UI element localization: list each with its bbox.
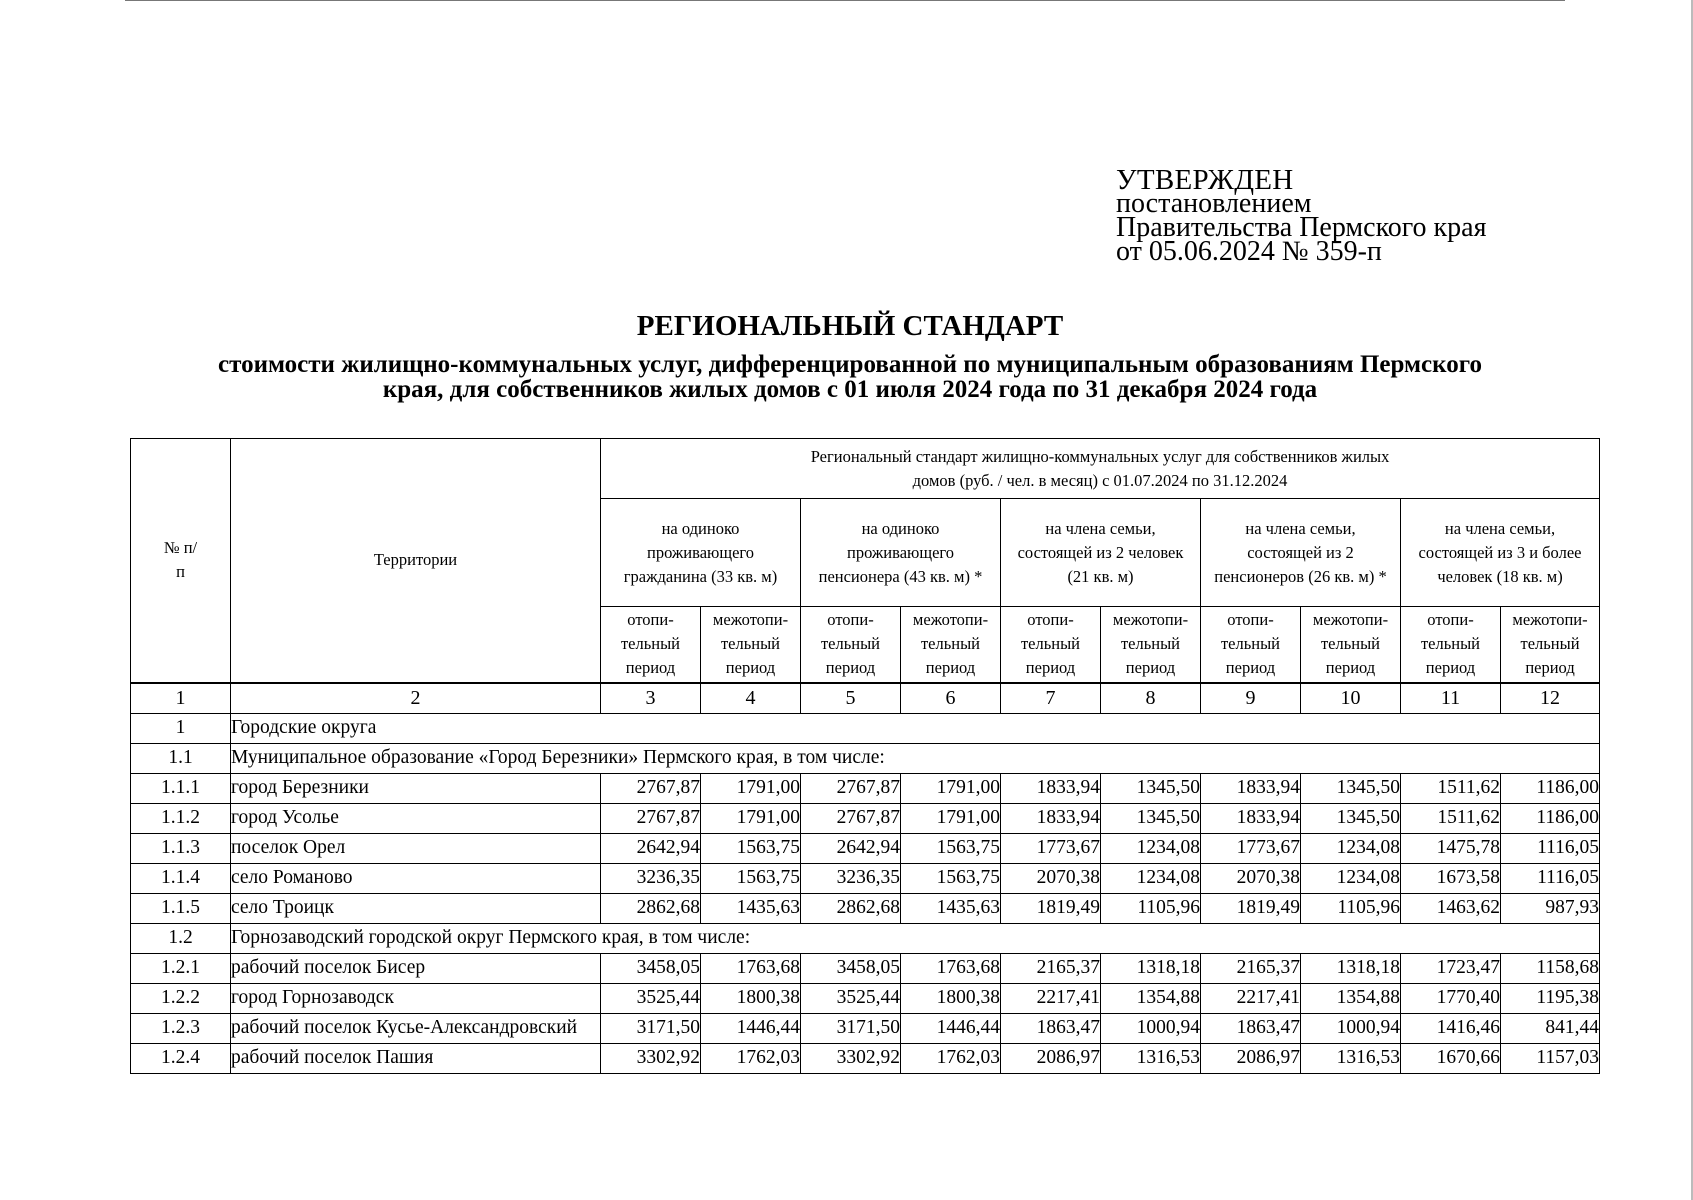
value-cell: 1762,03 [901,1043,1001,1073]
value-cell: 1435,63 [701,893,801,923]
territory-name: село Троицк [231,893,601,923]
value-cell: 2070,38 [1001,863,1101,893]
value-cell: 1234,08 [1101,863,1201,893]
section-row [131,743,1600,773]
scan-top-edge [125,0,1565,1]
approval-line-date-number: от 05.06.2024 № 359-п [1116,236,1382,267]
value-cell: 1563,75 [701,863,801,893]
value-cell: 2217,41 [1201,983,1301,1013]
value-cell: 3458,05 [601,953,701,983]
column-number: 6 [901,683,1001,714]
value-cell: 1791,00 [701,773,801,803]
value-cell: 3302,92 [801,1043,901,1073]
header-period-nonheating: межотопи- тельный период [1501,607,1600,683]
value-cell: 1791,00 [901,803,1001,833]
row-number: 1.1.4 [131,863,231,893]
row-number: 1.1.3 [131,833,231,863]
value-cell: 1105,96 [1301,893,1401,923]
value-cell: 1195,38 [1501,983,1600,1013]
value-cell: 1863,47 [1201,1013,1301,1043]
table-row [131,773,1600,803]
value-cell: 2642,94 [801,833,901,863]
column-number: 8 [1101,683,1201,714]
value-cell: 1345,50 [1101,803,1201,833]
value-cell: 2165,37 [1201,953,1301,983]
section-name: Городские округа [231,713,1600,743]
value-cell: 3302,92 [601,1043,701,1073]
value-cell: 841,44 [1501,1013,1600,1043]
row-number: 1.2.4 [131,1043,231,1073]
value-cell: 1446,44 [701,1013,801,1043]
header-territory: Территории [231,439,601,683]
table-row [131,953,1600,983]
value-cell: 1763,68 [901,953,1001,983]
value-cell: 1563,75 [901,863,1001,893]
value-cell: 1791,00 [901,773,1001,803]
value-cell: 1773,67 [1001,833,1101,863]
value-cell: 2086,97 [1001,1043,1101,1073]
value-cell: 1791,00 [701,803,801,833]
value-cell: 1763,68 [701,953,801,983]
column-number: 12 [1501,683,1600,714]
column-number: 9 [1201,683,1301,714]
header-period-nonheating: межотопи- тельный период [1101,607,1201,683]
value-cell: 1354,88 [1301,983,1401,1013]
territory-name: рабочий поселок Пашия [231,1043,601,1073]
header-category: на одиноко проживающего гражданина (33 кв. м) [601,499,801,607]
table-row [131,1013,1600,1043]
value-cell: 2767,87 [801,803,901,833]
header-period-nonheating: межотопи- тельный период [701,607,801,683]
value-cell: 1833,94 [1201,803,1301,833]
territory-name: село Романово [231,863,601,893]
value-cell: 3525,44 [801,983,901,1013]
value-cell: 1186,00 [1501,803,1600,833]
value-cell: 2862,68 [801,893,901,923]
section-row [131,713,1600,743]
table-row [131,833,1600,863]
value-cell: 1000,94 [1101,1013,1201,1043]
value-cell: 1511,62 [1401,803,1501,833]
document-title: РЕГИОНАЛЬНЫЙ СТАНДАРТ [636,310,1064,342]
value-cell: 2165,37 [1001,953,1101,983]
document-subtitle [120,352,1580,402]
value-cell: 1000,94 [1301,1013,1401,1043]
column-number-row [131,683,1600,714]
value-cell: 1105,96 [1101,893,1201,923]
header-category: на члена семьи, состоящей из 2 человек (21 кв. м) [1001,499,1201,607]
value-cell: 1446,44 [901,1013,1001,1043]
value-cell: 1833,94 [1201,773,1301,803]
header-period-heating: отопи- тельный период [1201,607,1301,683]
value-cell: 1116,05 [1501,863,1600,893]
column-number: 3 [601,683,701,714]
value-cell: 2086,97 [1201,1043,1301,1073]
value-cell: 987,93 [1501,893,1600,923]
column-number: 7 [1001,683,1101,714]
value-cell: 1186,00 [1501,773,1600,803]
value-cell: 1723,47 [1401,953,1501,983]
value-cell: 3236,35 [601,863,701,893]
value-cell: 3171,50 [801,1013,901,1043]
value-cell: 1800,38 [701,983,801,1013]
table-row [131,1043,1600,1073]
value-cell: 3236,35 [801,863,901,893]
row-number: 1.1 [131,743,231,773]
column-number: 1 [131,683,231,714]
header-category: на члена семьи, состоящей из 2 пенсионеров (26 кв. м) * [1201,499,1401,607]
row-number: 1.2.3 [131,1013,231,1043]
header-period-heating: отопи- тельный период [1401,607,1501,683]
value-cell: 1345,50 [1301,773,1401,803]
header-period-heating: отопи- тельный период [1001,607,1101,683]
column-number: 11 [1401,683,1501,714]
approval-approved: УТВЕРЖДЕН [1116,164,1294,196]
header-category: на одиноко проживающего пенсионера (43 кв. м) * [801,499,1001,607]
section-row [131,923,1600,953]
value-cell: 2070,38 [1201,863,1301,893]
value-cell: 2767,87 [601,773,701,803]
section-name: Муниципальное образование «Город Березники» Пермского края, в том числе: [231,743,1600,773]
column-number: 2 [231,683,601,714]
table-row [131,983,1600,1013]
value-cell: 1673,58 [1401,863,1501,893]
header-group: Региональный стандарт жилищно-коммунальных услуг для собственников жилых домов (руб. / чел. в месяц) с 01.07.2024 по 31.12.2024 [601,439,1600,499]
territory-name: рабочий поселок Бисер [231,953,601,983]
value-cell: 1670,66 [1401,1043,1501,1073]
value-cell: 2767,87 [801,773,901,803]
value-cell: 1116,05 [1501,833,1600,863]
value-cell: 1316,53 [1101,1043,1201,1073]
value-cell: 1819,49 [1201,893,1301,923]
value-cell: 3171,50 [601,1013,701,1043]
value-cell: 1234,08 [1101,833,1201,863]
value-cell: 2862,68 [601,893,701,923]
territory-name: рабочий поселок Кусье-Александровский [231,1013,601,1043]
row-number: 1 [131,713,231,743]
value-cell: 1833,94 [1001,803,1101,833]
row-number: 1.1.1 [131,773,231,803]
territory-name: город Горнозаводск [231,983,601,1013]
value-cell: 3458,05 [801,953,901,983]
value-cell: 1345,50 [1301,803,1401,833]
value-cell: 1158,68 [1501,953,1600,983]
table-row [131,893,1600,923]
row-number: 1.2 [131,923,231,953]
territory-name: поселок Орел [231,833,601,863]
value-cell: 1354,88 [1101,983,1201,1013]
value-cell: 3525,44 [601,983,701,1013]
regional-standard-table [130,438,1600,1074]
value-cell: 1563,75 [901,833,1001,863]
value-cell: 1833,94 [1001,773,1101,803]
value-cell: 1234,08 [1301,863,1401,893]
territory-name: город Березники [231,773,601,803]
column-number: 5 [801,683,901,714]
approval-line-government: Правительства Пермского края [1116,212,1487,243]
value-cell: 1234,08 [1301,833,1401,863]
value-cell: 1416,46 [1401,1013,1501,1043]
value-cell: 2217,41 [1001,983,1101,1013]
table-row [131,863,1600,893]
value-cell: 1800,38 [901,983,1001,1013]
table-row [131,803,1600,833]
value-cell: 1762,03 [701,1043,801,1073]
header-period-nonheating: межотопи- тельный период [1301,607,1401,683]
value-cell: 2642,94 [601,833,701,863]
value-cell: 1563,75 [701,833,801,863]
value-cell: 1511,62 [1401,773,1501,803]
document-subtitle-line-1: стоимости жилищно-коммунальных услуг, дифференцированной по муниципальным образованиям Пермского [218,351,1482,378]
value-cell: 1435,63 [901,893,1001,923]
territory-name: город Усолье [231,803,601,833]
value-cell: 1345,50 [1101,773,1201,803]
header-category: на члена семьи, состоящей из 3 и более человек (18 кв. м) [1401,499,1600,607]
section-name: Горнозаводский городской округ Пермского края, в том числе: [231,923,1600,953]
value-cell: 1463,62 [1401,893,1501,923]
value-cell: 1773,67 [1201,833,1301,863]
row-number: 1.1.2 [131,803,231,833]
header-period-heating: отопи- тельный период [801,607,901,683]
header-period-heating: отопи- тельный период [601,607,701,683]
value-cell: 1318,18 [1101,953,1201,983]
document-subtitle-line-2: края, для собственников жилых домов с 01 июля 2024 года по 31 декабря 2024 года [382,376,1318,403]
header-period-nonheating: межотопи- тельный период [901,607,1001,683]
value-cell: 1318,18 [1301,953,1401,983]
row-number: 1.2.2 [131,983,231,1013]
value-cell: 1316,53 [1301,1043,1401,1073]
value-cell: 1157,03 [1501,1043,1600,1073]
row-number: 1.2.1 [131,953,231,983]
value-cell: 1863,47 [1001,1013,1101,1043]
row-number: 1.1.5 [131,893,231,923]
column-number: 4 [701,683,801,714]
value-cell: 2767,87 [601,803,701,833]
header-num: № п/п [131,439,231,683]
approval-stamp-block [1116,164,1487,267]
value-cell: 1475,78 [1401,833,1501,863]
value-cell: 1770,40 [1401,983,1501,1013]
approval-line-resolution: постановлением [1116,188,1312,219]
value-cell: 1819,49 [1001,893,1101,923]
column-number: 10 [1301,683,1401,714]
